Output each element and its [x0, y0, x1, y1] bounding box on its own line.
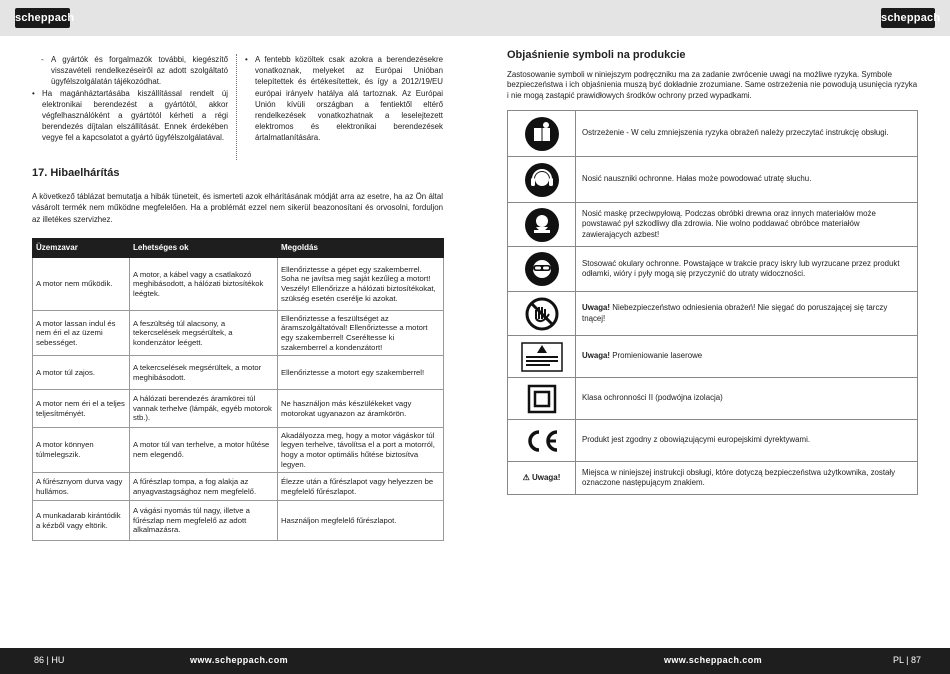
website-url-left[interactable]: www.scheppach.com — [190, 655, 288, 665]
warning-label: Uwaga! — [582, 303, 611, 313]
symbol-description: Nosić nauszniki ochronne. Hałas może powodować utratę słuchu. — [576, 157, 918, 203]
table-cell: A motor nem éri el a teljes teljesítményét. — [33, 390, 130, 428]
column-header-fault: Üzemzavar — [33, 239, 130, 258]
table-cell: A motor, a kábel vagy a csatlakozó meghibásodott, a hálózati biztosítékok leégtek. — [130, 258, 278, 311]
symbol-row — [508, 111, 918, 157]
table-cell: A motor nem működik. — [33, 258, 130, 311]
column-header-remedy: Megoldás — [278, 239, 444, 258]
footer-bar — [0, 648, 950, 674]
warning-label: Uwaga! — [582, 351, 611, 361]
symbol-description: Ostrzeżenie - W celu zmniejszenia ryzyka obrażeń należy przeczytać instrukcję obsługi. — [576, 111, 918, 157]
table-cell: A motor túl zajos. — [33, 356, 130, 390]
section-intro: A következő táblázat bemutatja a hibák tüneteit, és ismerteti azok elhárításának módját arra az esetre, ha az Ön által vásárolt termék nem működne megfelelően. Ha a problémát ezzel nem sikerül beazonosítani és orvosolni, forduljon az illetékes szervizhez. — [32, 192, 443, 224]
column-divider — [236, 54, 237, 160]
ce-mark-icon — [508, 420, 576, 462]
dash-paragraph: - A gyártók és forgalmazók további, kiegészítő visszavételi rendelkezéseiről az adott szolgáltató ügyfélszolgálatán tájékozódhat. — [32, 54, 228, 88]
page-number-left: 86 | HU — [34, 655, 65, 665]
symbol-row — [508, 157, 918, 203]
table-cell: Ellenőriztesse a feszültséget az áramszolgáltatóval! Ellenőriztesse a motort egy szakemberrel! Cseréltesse ki szakemberrel a kondenzátort! — [278, 311, 444, 356]
disposal-text-column-1 — [32, 54, 228, 144]
symbol-description: Miejsca w niniejszej instrukcji obsługi, które dotyczą bezpieczeństwa użytkownika, zostały oznaczone następującym znakiem. — [576, 462, 918, 495]
table-row — [33, 428, 444, 473]
symbol-description: Stosować okulary ochronne. Powstające w trakcie pracy iskry lub wyrzucane przez produkt odłamki, wióry i pyły mogą się przyczynić do utraty widoczności. — [576, 247, 918, 292]
bullet-paragraph: • A fentebb közöltek csak azokra a berendezésekre vonatkoznak, melyeket az Európai Unióban telepítettek és értékesítettek, és így a 2012/19/EU európai irányelv hatálya alá tartoznak. Az Európai Unión kívüli országban a fentiektől eltérő rendelkezések vonatkozhatnak a leselejtezett elektromos és elektronikai berendezések ártalmatlanítására. — [245, 54, 443, 144]
symbol-text: Promieniowanie laserowe — [612, 351, 703, 361]
no-hands-icon — [508, 292, 576, 336]
table-row — [33, 258, 444, 311]
troubleshooting-table — [32, 238, 444, 541]
table-cell: A motor túl van terhelve, a motor hűtése nem elegendő. — [130, 428, 278, 473]
table-cell: Ellenőriztesse a gépet egy szakemberrel. Soha ne javítsa meg saját kezűleg a motort! Veszély! Ellenőrizze a hálózati biztosítékokat, szükség esetén cserélje ki azokat. — [278, 258, 444, 311]
symbol-row — [508, 462, 918, 495]
warning-icon-label: Uwaga! — [531, 472, 561, 482]
symbol-row — [508, 203, 918, 247]
symbol-row — [508, 378, 918, 420]
section-title: 17. Hibaelhárítás — [32, 167, 120, 179]
disposal-text-column-2 — [245, 54, 443, 144]
symbol-description: Nosić maskę przeciwpyłową. Podczas obróbki drewna oraz innych materiałów może powstawać pył szkodliwy dla zdrowia. Nie wolno poddawać obróbce materiałów zawierających azbest! — [576, 203, 918, 247]
table-row — [33, 473, 444, 501]
table-cell: Ellenőriztesse a motort egy szakemberrel! — [278, 356, 444, 390]
table-row — [33, 311, 444, 356]
symbol-description: Klasa ochronności II (podwójna izolacja) — [576, 378, 918, 420]
table-cell: Élezze után a fűrészlapot vagy helyezzen be megfelelő fűrészlapot. — [278, 473, 444, 501]
symbol-row — [508, 292, 918, 336]
table-cell: Ne használjon más készülékeket vagy motorokat ugyanazon az áramkörön. — [278, 390, 444, 428]
column-header-cause: Lehetséges ok — [130, 239, 278, 258]
table-row — [33, 390, 444, 428]
symbol-row — [508, 336, 918, 378]
brand-logo-left: scheppach — [15, 8, 70, 28]
warning-triangle-icon: ⚠ — [522, 472, 530, 482]
table-cell: A feszültség túl alacsony, a tekercselések megsérültek, a kondenzátor leégett. — [130, 311, 278, 356]
header-band — [0, 0, 950, 36]
symbol-description — [576, 292, 918, 336]
symbols-intro: Zastosowanie symboli w niniejszym podręczniku ma za zadanie zwrócenie uwagi na możliwe ryzyka. Symbole bezpieczeństwa i ich objaśnienia muszą być dokładnie zrozumiane. Same ostrzeżenia nie powodują usunięcia ryzyka i nie mogą zastąpić prawidłowych środków ochrony przed wypadkami. — [507, 70, 918, 100]
symbols-section-title: Objaśnienie symboli na produkcie — [507, 49, 686, 61]
symbol-row — [508, 247, 918, 292]
table-cell: Akadályozza meg, hogy a motor vágáskor túl legyen terhelve, távolítsa el a port a motorról, hogy a motor optimális hűtése biztosítva legyen. — [278, 428, 444, 473]
bullet-paragraph: • Ha magánháztartásába kiszállítással rendelt új elektronikai berendezést a gyártótól, akkor végfelhasználóként a gyártótól kérheti a régi berendezés díjtalan elszállítását. Ennek érdekében vegye fel a kapcsolatot a gyártó ügyfélszolgálatával. — [32, 88, 228, 144]
symbol-description: Produkt jest zgodny z obowiązującymi europejskimi dyrektywami. — [576, 420, 918, 462]
table-cell: A munkadarab kirántódik a kézből vagy eltörik. — [33, 501, 130, 541]
table-row — [33, 356, 444, 390]
brand-logo-right: scheppach — [881, 8, 935, 28]
table-row — [33, 501, 444, 541]
table-cell: A vágási nyomás túl nagy, illetve a fűrészlap nem megfelelő az adott alkalmazásra. — [130, 501, 278, 541]
page-number-right: PL | 87 — [893, 655, 922, 665]
ear-protection-icon — [508, 157, 576, 203]
protection-class-ii-icon — [508, 378, 576, 420]
table-cell: A motor lassan indul és nem éri el az üzemi sebességet. — [33, 311, 130, 356]
dust-mask-icon — [508, 203, 576, 247]
table-cell: A fűrésznyom durva vagy hullámos. — [33, 473, 130, 501]
symbols-table — [507, 110, 918, 495]
table-cell: Használjon megfelelő fűrészlapot. — [278, 501, 444, 541]
table-cell: A motor könnyen túlmelegszik. — [33, 428, 130, 473]
read-manual-icon — [508, 111, 576, 157]
table-cell: A hálózati berendezés áramkörei túl vannak terhelve (lámpák, egyéb motorok stb.). — [130, 390, 278, 428]
symbol-text: Niebezpieczeństwo odniesienia obrażeń! Nie sięgać do poruszającej się tarczy tnącej! — [582, 303, 888, 323]
symbol-description — [576, 336, 918, 378]
table-header-row — [33, 239, 444, 258]
symbol-row — [508, 420, 918, 462]
table-cell: A tekercselések megsérültek, a motor meghibásodott. — [130, 356, 278, 390]
safety-goggles-icon — [508, 247, 576, 292]
warning-icon-cell — [508, 462, 576, 495]
laser-label-icon — [508, 336, 576, 378]
table-cell: A fűrészlap tompa, a fog alakja az anyagvastagsághoz nem megfelelő. — [130, 473, 278, 501]
website-url-right[interactable]: www.scheppach.com — [664, 655, 762, 665]
